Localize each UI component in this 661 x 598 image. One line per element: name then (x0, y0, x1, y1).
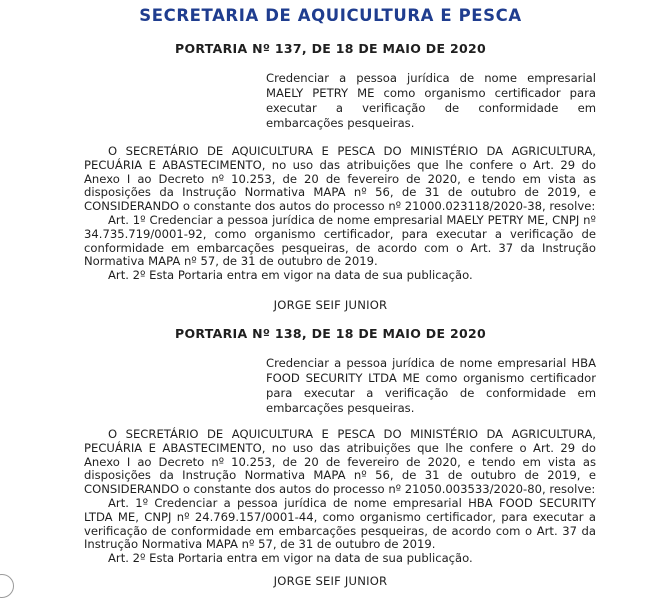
portaria-137-body (84, 145, 596, 283)
portaria-138-preamble: O SECRETÁRIO DE AQUICULTURA E PESCA DO MINISTÉRIO DA AGRICULTURA, PECUÁRIA E ABASTECIMENTO, no uso das atribuições que lhe confere o Art. 29 do Anexo I ao Decreto nº 10.253, de 20 de fevereiro de 2020, e tendo em vista as disposições da Instrução Normativa MAPA nº 56, de 31 de outubro de 2019, e CONSIDERANDO o constante dos autos do processo nº 21050.003533/2020-80, resolve: (84, 427, 596, 497)
portaria-137-art1: Art. 1º Credenciar a pessoa jurídica de nome empresarial MAELY PETRY ME, CNPJ nº 34.735.719/0001-92, como organismo certificador, para executar a verificação de conformidade em embarcações pesqueiras, de acordo com o Art. 37 da Instrução Normativa MAPA nº 57, de 31 de outubro de 2019. (84, 212, 596, 269)
portaria-138-body (84, 428, 596, 566)
portaria-138-title: PORTARIA Nº 138, DE 18 DE MAIO DE 2020 (175, 326, 486, 341)
portaria-137-signature: JORGE SEIF JUNIOR (273, 298, 388, 312)
portaria-138-art2: Art. 2º Esta Portaria entra em vigor na data de sua publicação. (108, 551, 473, 566)
portaria-137-art2: Art. 2º Esta Portaria entra em vigor na data de sua publicação. (108, 268, 473, 283)
portaria-138-ementa: Credenciar a pessoa jurídica de nome empresarial HBA FOOD SECURITY LTDA ME como organismo certificador para executar a verificação de conformidade em embarcações pesqueiras. (266, 356, 596, 415)
portaria-138-signature: JORGE SEIF JUNIOR (273, 574, 388, 588)
portaria-138-art1: Art. 1º Credenciar a pessoa jurídica de nome empresarial HBA FOOD SECURITY LTDA ME, CNPJ nº 24.769.157/0001-44, como organismo certificador, para executar a verificação de conformidade em embarcações pesqueiras, de acordo com o Art. 37 da Instrução Normativa MAPA nº 57, de 31 de outubro de 2019. (84, 495, 596, 552)
portaria-137-preamble: O SECRETÁRIO DE AQUICULTURA E PESCA DO MINISTÉRIO DA AGRICULTURA, PECUÁRIA E ABASTECIMENTO, no uso das atribuições que lhe confere o Art. 29 do Anexo I ao Decreto nº 10.253, de 20 de fevereiro de 2020, e tendo em vista as disposições da Instrução Normativa MAPA nº 56, de 31 de outubro de 2019, e CONSIDERANDO o constante dos autos do processo nº 21000.023118/2020-38, resolve: (84, 144, 596, 214)
section-title: SECRETARIA DE AQUICULTURA E PESCA (139, 6, 522, 25)
portaria-137-title: PORTARIA Nº 137, DE 18 DE MAIO DE 2020 (175, 41, 486, 56)
portaria-137-ementa: Credenciar a pessoa jurídica de nome empresarial MAELY PETRY ME como organismo certificador para executar a verificação de conformidade em embarcações pesqueiras. (266, 71, 596, 130)
